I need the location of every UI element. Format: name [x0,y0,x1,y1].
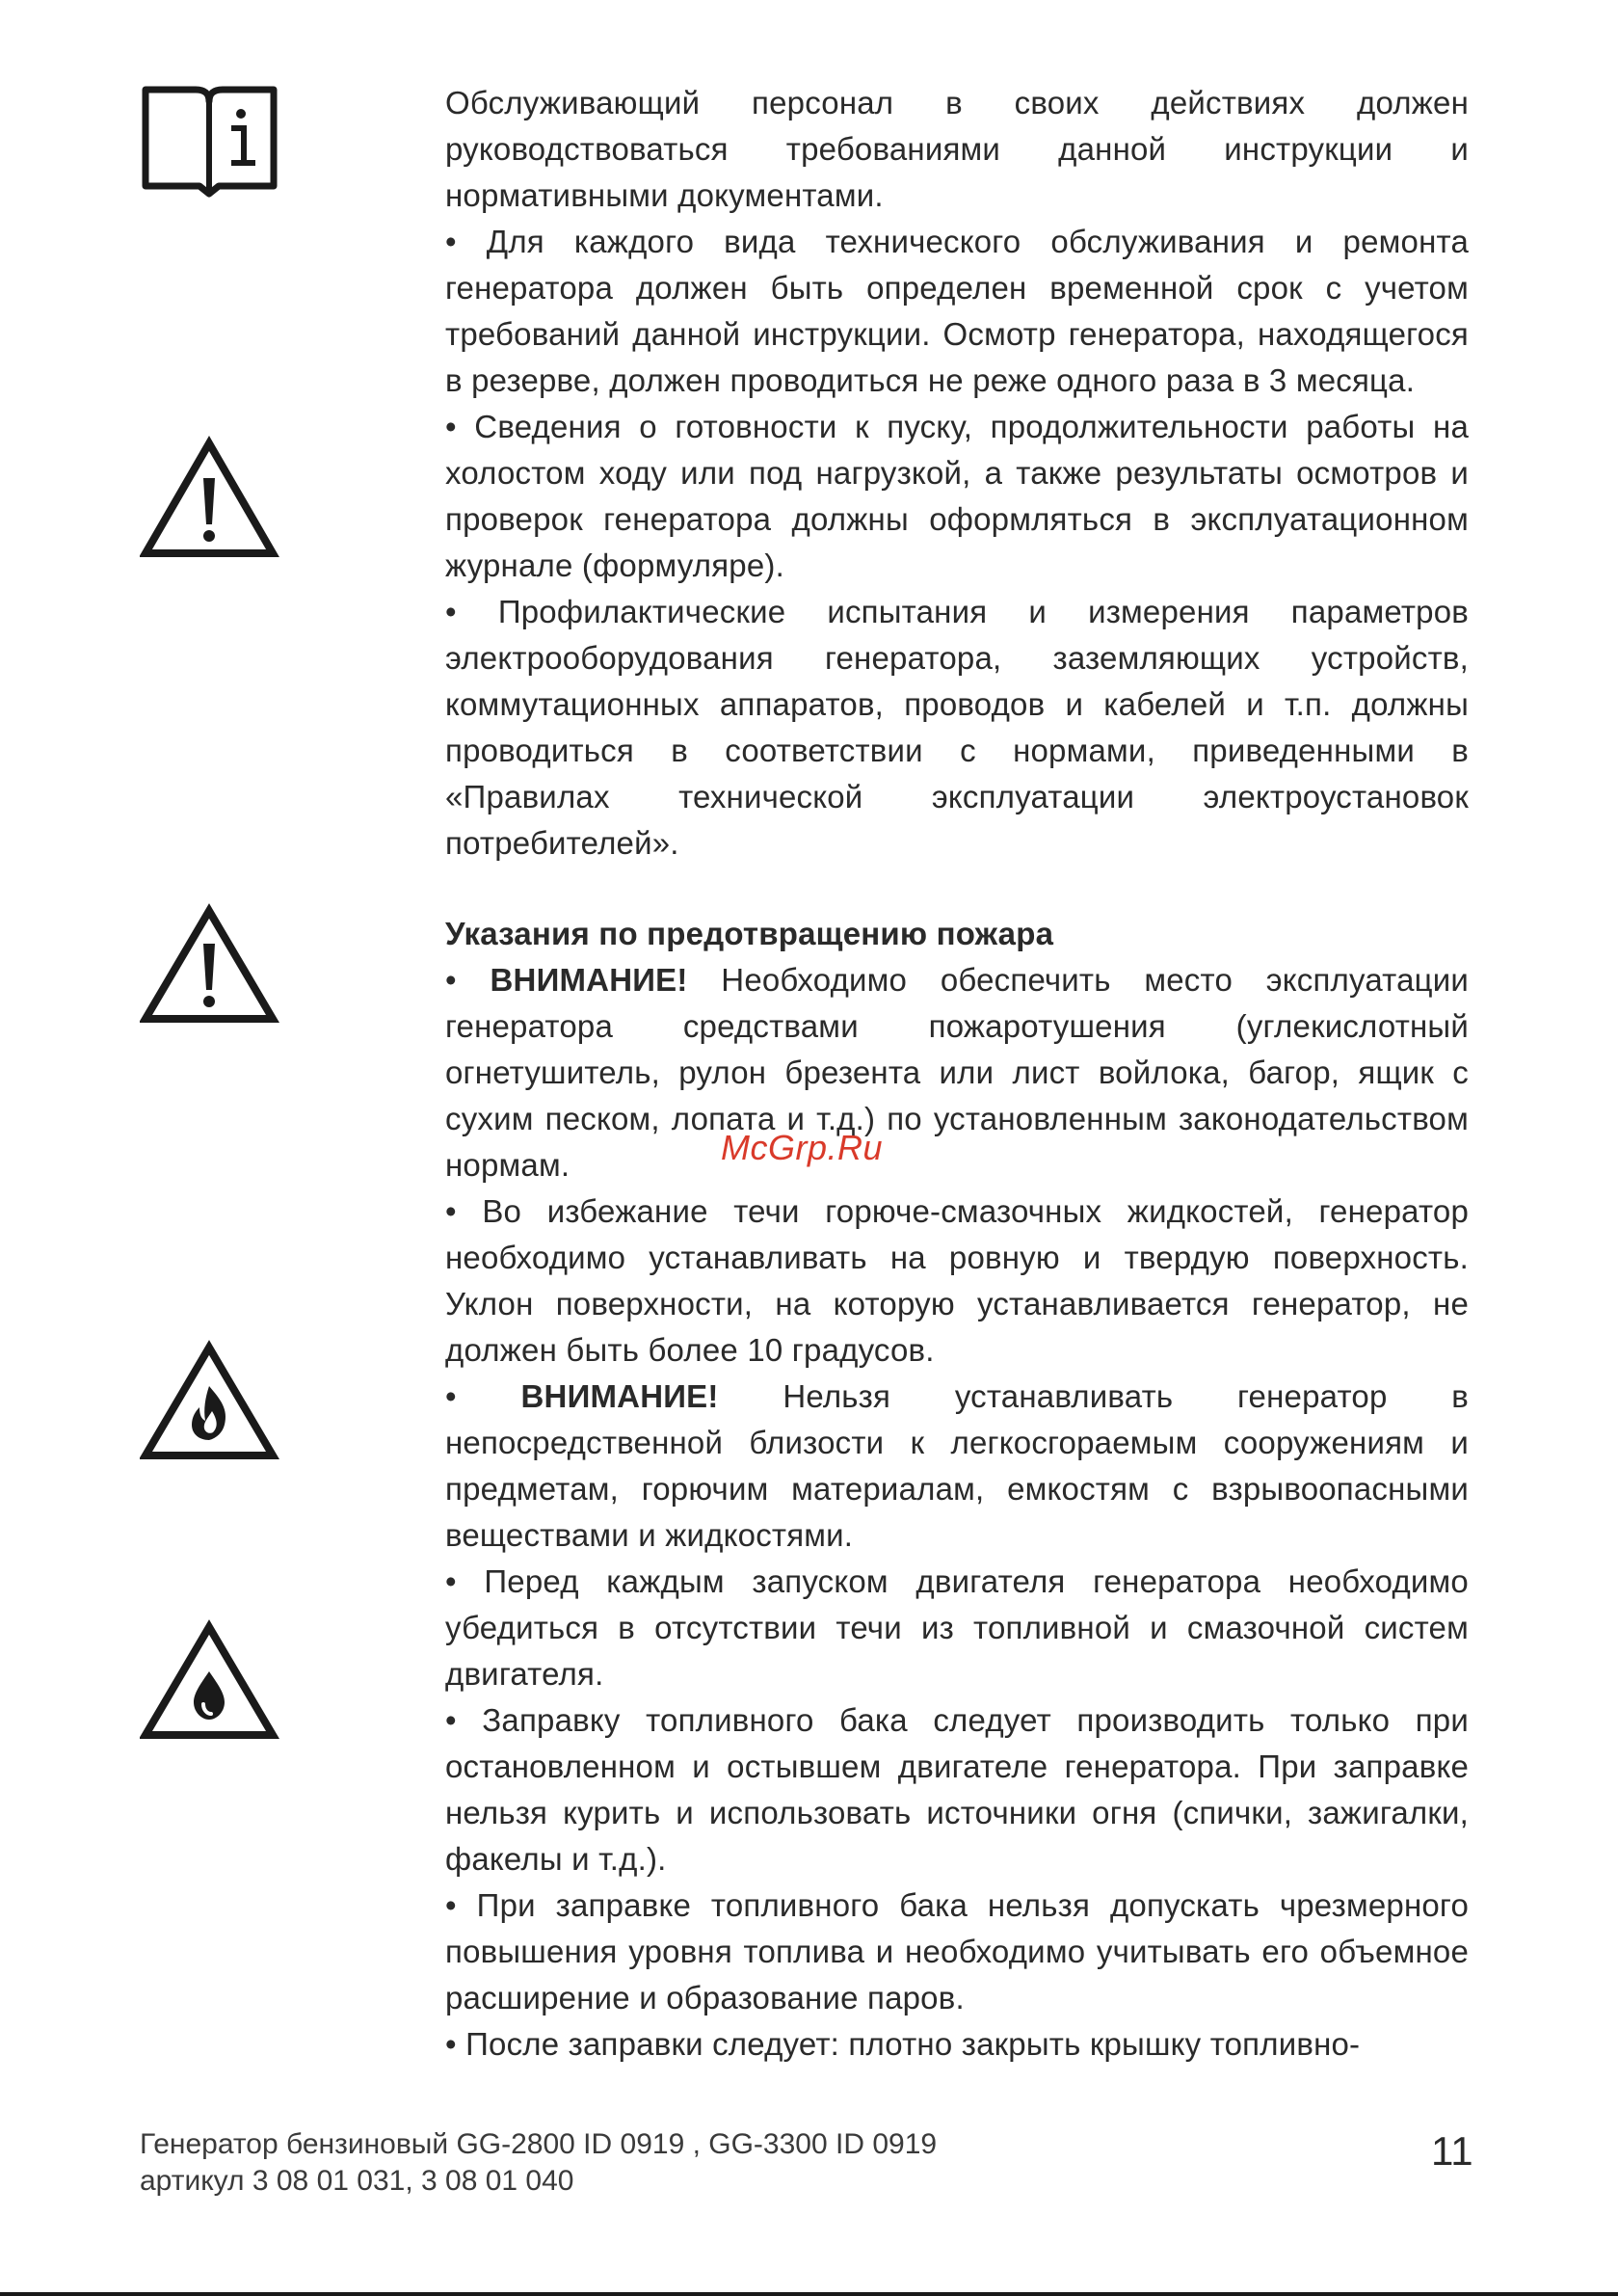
main-content [445,80,1469,2068]
paragraph-warning [445,957,1469,1188]
bullet: • [445,962,457,998]
paragraph: • Во избежание течи горюче-смазочных жидкостей, генератор необходимо устанавливать на ровную и твердую поверхность. Уклон поверхности, на которую устанавливается генератор, не должен быть более 10 градусов. [445,1193,1469,1368]
fuel-drop-warning-icon [140,1619,279,1743]
paragraph-warning [445,1374,1469,1559]
page-number: 11 [1431,2128,1473,2174]
footer [140,2126,937,2200]
paragraph: • Профилактические испытания и измерения параметров электрооборудования генератора, заземляющих устройств, коммутационных аппаратов, проводов и кабелей и т.п. должны проводиться в соответствии с нормами, приведенными в «Правилах технической эксплуатации электроустановок потребителей». [445,594,1469,861]
paragraph: • Заправку топливного бака следует производить только при остановленном и остывшем двигателе генератора. При заправке нельзя курить и использовать источники огня (спички, зажигалки, факелы и т.д.). [445,1702,1469,1877]
footer-article-line: артикул 3 08 01 031, 3 08 01 040 [140,2165,574,2197]
paragraph: • При заправке топливного бака нельзя допускать чрезмерного повышения уровня топлива и необходимо учитывать его объемное расширение и образование паров. [445,1887,1469,2016]
bullet: • [445,1378,457,1414]
flammable-icon [140,1340,279,1463]
warning-label: ВНИМАНИЕ! [490,962,688,998]
manual-info-icon [140,82,279,198]
paragraph: • После заправки следует: плотно закрыть крышку топливно- [445,2026,1361,2062]
warning-icon [140,903,279,1027]
watermark: McGrp.Ru [721,1128,884,1167]
warning-label: ВНИМАНИЕ! [520,1378,719,1414]
paragraph: • Сведения о готовности к пуску, продолжительности работы на холостом ходу или под нагрузкой, а также результаты осмотров и проверок генератора должны оформляться в эксплуатационном журнале (формуляре). [445,409,1469,583]
warning-icon [140,436,279,561]
paragraph-text: Нельзя устанавливать генератор в непосредственной близости к легкосгораемым сооружениям и предметам, горючим материалам, емкостям с взрывоопасными веществами и жидкостями. [445,1378,1469,1553]
paragraph: Обслуживающий персонал в своих действиях должен руководствоваться требованиями данной инструкции и нормативными документами. [445,85,1469,213]
footer-product-line: Генератор бензиновый GG-2800 ID 0919 , GG-3300 ID 0919 [140,2128,938,2160]
paragraph-text: Необходимо обеспечить место эксплуатации генератора средствами пожаротушения (углекислотный огнетушитель, рулон брезента или лист войлока, багор, ящик с сухим песком, лопата и т.д.) по установленным законодательством нормам. [445,962,1470,1183]
bottom-divider [0,2292,1618,2296]
paragraph: • Для каждого вида технического обслуживания и ремонта генератора должен быть определен временной срок с учетом требований данной инструкции. Осмотр генератора, находящегося в резерве, должен проводиться не реже одного раза в 3 месяца. [445,224,1469,398]
section-heading: Указания по предотвращению пожара [445,916,1054,951]
paragraph: • Перед каждым запуском двигателя генератора необходимо убедиться в отсутствии течи из топливной и смазочной систем двигателя. [445,1563,1469,1692]
